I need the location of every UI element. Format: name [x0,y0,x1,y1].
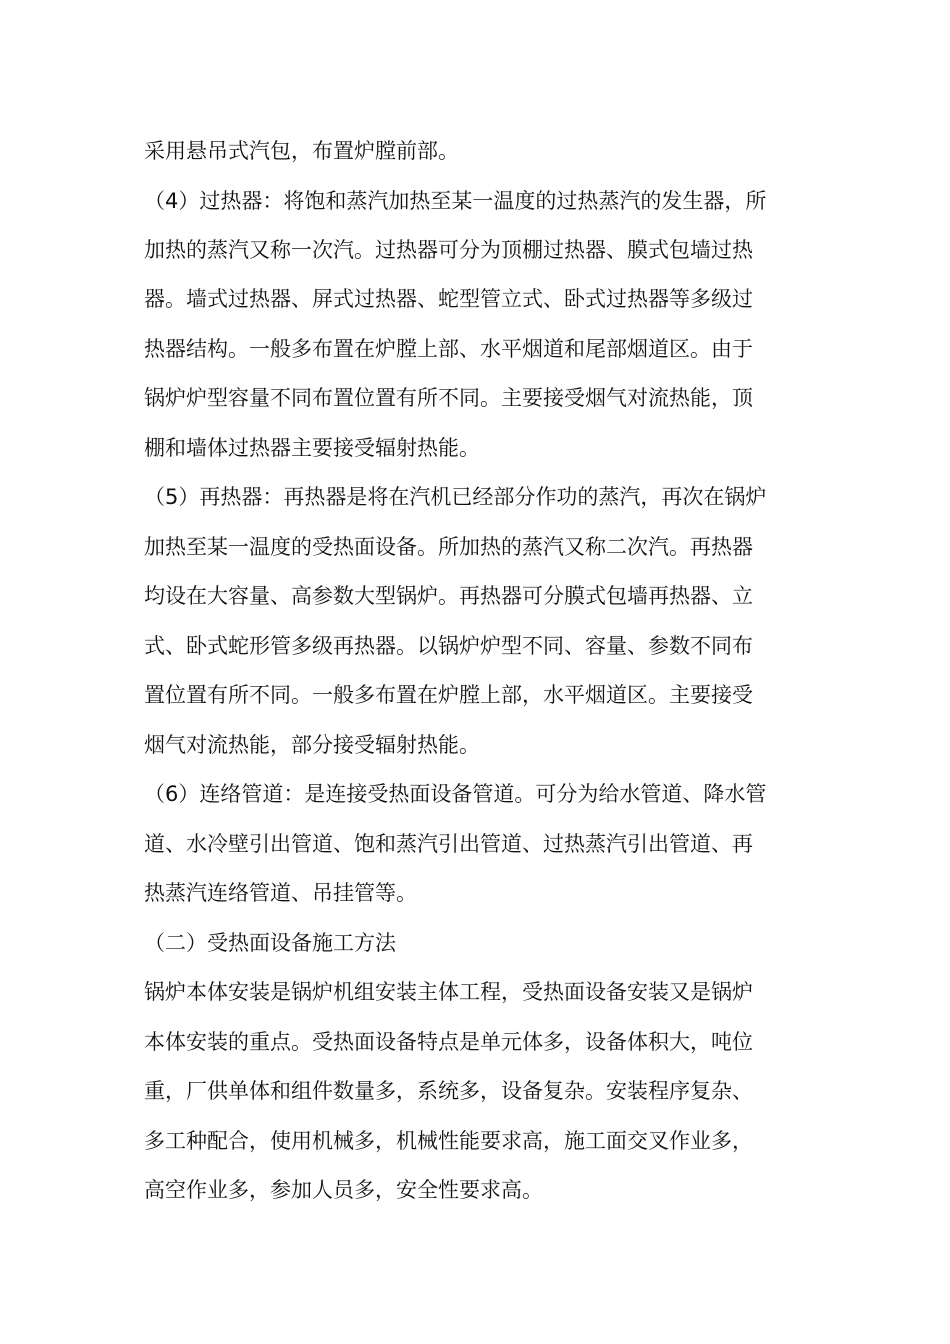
text-line: 高空作业多，参加人员多，安全性要求高。 [144,1178,543,1202]
text-line: 锅炉本体安装是锅炉机组安装主体工程，受热面设备安装又是锅炉 [144,980,753,1004]
text-line: 锅炉炉型容量不同布置位置有所不同。主要接受烟气对流热能，顶 [144,386,753,410]
text-line: （5）再热器：再热器是将在汽机已经部分作功的蒸汽，再次在锅炉 [144,485,767,509]
text-line: 热器结构。一般多布置在炉膛上部、水平烟道和尾部烟道区。由于 [144,337,753,361]
text-line: 置位置有所不同。一般多布置在炉膛上部，水平烟道区。主要接受 [144,683,753,707]
section-heading: （二）受热面设备施工方法 [144,931,396,955]
text-line: （4）过热器：将饱和蒸汽加热至某一温度的过热蒸汽的发生器，所 [144,189,767,213]
text-line: 多工种配合，使用机械多，机械性能要求高，施工面交叉作业多， [144,1129,753,1153]
text-line: 式、卧式蛇形管多级再热器。以锅炉炉型不同、容量、参数不同布 [144,634,753,658]
text-line: 热蒸汽连络管道、吊挂管等。 [144,881,417,905]
text-line: 本体安装的重点。受热面设备特点是单元体多，设备体积大，吨位 [144,1030,753,1054]
text-line: 均设在大容量、高参数大型锅炉。再热器可分膜式包墙再热器、立 [144,584,753,608]
text-line: （6）连络管道：是连接受热面设备管道。可分为给水管道、降水管 [144,782,767,806]
text-line: 加热至某一温度的受热面设备。所加热的蒸汽又称二次汽。再热器 [144,535,753,559]
text-line: 重，厂供单体和组件数量多，系统多，设备复杂。安装程序复杂、 [144,1079,753,1103]
text-line: 道、水冷壁引出管道、饱和蒸汽引出管道、过热蒸汽引出管道、再 [144,832,753,856]
text-line: 加热的蒸汽又称一次汽。过热器可分为顶棚过热器、膜式包墙过热 [144,238,753,262]
text-line: 烟气对流热能，部分接受辐射热能。 [144,733,480,757]
text-line: 棚和墙体过热器主要接受辐射热能。 [144,436,480,460]
text-line: 采用悬吊式汽包，布置炉膛前部。 [144,139,459,163]
text-line: 器。墙式过热器、屏式过热器、蛇型管立式、卧式过热器等多级过 [144,287,753,311]
